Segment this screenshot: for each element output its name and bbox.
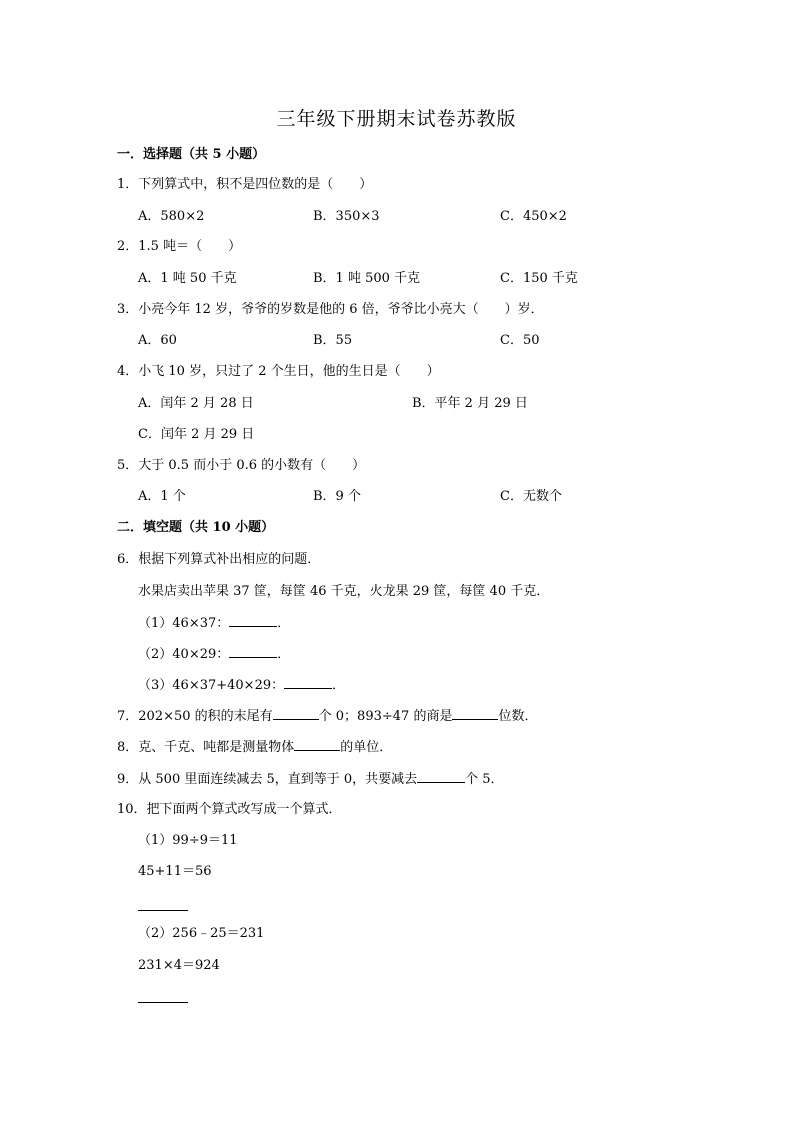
question-3-option-b: B．55: [313, 333, 353, 348]
question-8-text-2: 的单位．: [340, 740, 393, 755]
question-5-option-a: A．1 个: [138, 489, 186, 504]
question-4-option-c: C．闰年 2 月 29 日: [138, 427, 255, 442]
question-6-part-3: [138, 676, 345, 695]
question-2-stem: 2．1.5 吨＝（ ）: [117, 239, 242, 254]
question-4-option-a: A．闰年 2 月 28 日: [138, 396, 254, 411]
question-10-part-1-line-2: 45+11＝56: [138, 864, 212, 879]
question-5-stem: 5．大于 0.5 而小于 0.6 的小数有（ ）: [117, 458, 366, 473]
question-3-stem: 3．小亮今年 12 岁，爷爷的岁数是他的 6 倍，爷爷比小亮大（ ）岁．: [117, 302, 544, 317]
question-6-context: 水果店卖出苹果 37 筐，每筐 46 千克，火龙果 29 筐，每筐 40 千克．: [138, 584, 550, 599]
answer-blank[interactable]: [229, 645, 277, 658]
question-4-option-b: B．平年 2 月 29 日: [412, 396, 528, 411]
question-3-option-c: C．50: [500, 333, 540, 348]
question-2-option-c: C．150 千克: [500, 271, 578, 286]
answer-blank[interactable]: [452, 707, 498, 720]
question-4-stem: 4．小飞 10 岁，只过了 2 个生日，他的生日是（ ）: [117, 364, 440, 379]
answer-blank[interactable]: [229, 614, 277, 627]
question-8: [117, 738, 392, 757]
answer-blank[interactable]: [294, 738, 340, 751]
period: ．: [277, 616, 291, 631]
question-8-text-1: 8．克、千克、吨都是测量物体: [117, 740, 295, 755]
question-9: [117, 770, 504, 789]
question-6-stem: 6．根据下列算式补出相应的问题．: [117, 552, 321, 567]
question-10-part-1-line-1: （1）99÷9＝11: [138, 833, 238, 848]
question-2-option-a: A．1 吨 50 千克: [138, 271, 237, 286]
question-7-text-1: 7．202×50 的积的末尾有: [117, 709, 273, 724]
question-7-text-3: 位数．: [498, 709, 538, 724]
page-title: 三年级下册期末试卷苏教版: [276, 108, 517, 130]
question-6-part-2: [138, 645, 290, 664]
answer-blank[interactable]: [284, 676, 332, 689]
answer-blank[interactable]: [138, 1002, 188, 1003]
period: ．: [277, 647, 291, 662]
answer-blank[interactable]: [138, 910, 188, 911]
question-7-text-2: 个 0；893÷47 的商是: [318, 709, 453, 724]
question-10-stem: 10．把下面两个算式改写成一个算式．: [117, 802, 342, 817]
question-1-option-a: A．580×2: [138, 209, 205, 224]
question-6-part-3-label: （3）46×37+40×29：: [138, 678, 285, 693]
question-9-text-2: 个 5．: [465, 772, 504, 787]
question-5-option-c: C．无数个: [500, 489, 562, 504]
question-3-option-a: A．60: [138, 333, 177, 348]
section-heading-choice: 一．选择题（共 5 小题）: [117, 147, 266, 162]
question-1-stem: 1．下列算式中，积不是四位数的是（ ）: [117, 177, 373, 192]
question-7: [117, 707, 537, 726]
question-9-text-1: 9．从 500 里面连续减去 5，直到等于 0，共要减去: [117, 772, 418, 787]
question-6-part-2-label: （2）40×29：: [138, 647, 230, 662]
question-5-option-b: B．9 个: [313, 489, 361, 504]
answer-blank[interactable]: [417, 770, 465, 783]
question-1-option-c: C．450×2: [500, 209, 567, 224]
question-10-part-2-line-2: 231×4＝924: [138, 958, 220, 973]
question-6-part-1-label: （1）46×37：: [138, 616, 230, 631]
section-heading-fill: 二．填空题（共 10 小题）: [117, 520, 275, 535]
question-6-part-1: [138, 614, 290, 633]
answer-blank[interactable]: [273, 707, 319, 720]
question-1-option-b: B．350×3: [313, 209, 380, 224]
question-10-part-2-line-1: （2）256﹣25＝231: [138, 926, 265, 941]
period: ．: [332, 678, 346, 693]
question-2-option-b: B．1 吨 500 千克: [313, 271, 421, 286]
